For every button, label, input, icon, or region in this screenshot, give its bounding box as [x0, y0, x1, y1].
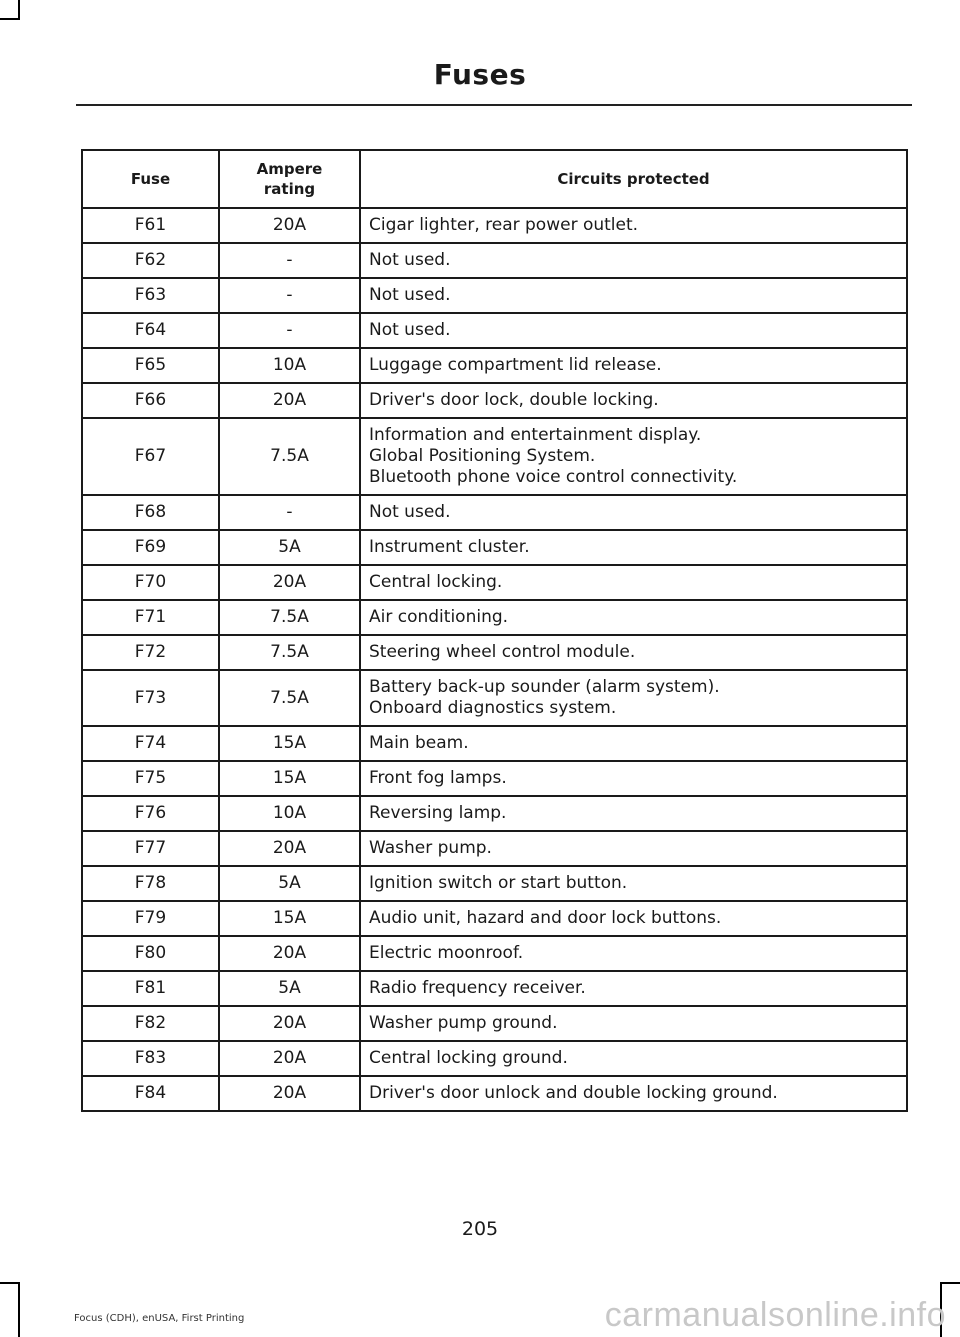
circuit-line: Driver's door lock, double locking. [369, 390, 659, 410]
circuits-cell [360, 530, 907, 565]
ampere-cell: 20A [219, 936, 360, 971]
table-row [82, 866, 907, 901]
fuse-cell: F77 [82, 831, 219, 866]
circuit-line: Steering wheel control module. [369, 642, 636, 662]
ampere-cell: 20A [219, 831, 360, 866]
circuit-line: Central locking. [369, 572, 503, 592]
circuit-line: Main beam. [369, 733, 469, 753]
ampere-cell: 15A [219, 901, 360, 936]
crop-mark [0, 18, 18, 20]
fuse-cell: F79 [82, 901, 219, 936]
fuse-cell: F72 [82, 635, 219, 670]
circuit-line: Global Positioning System. [369, 446, 596, 466]
circuits-cell [360, 1041, 907, 1076]
circuits-cell [360, 495, 907, 530]
table-row [82, 1076, 907, 1111]
circuit-line: Audio unit, hazard and door lock buttons. [369, 908, 722, 928]
ampere-cell: 7.5A [219, 600, 360, 635]
fuse-cell: F67 [82, 418, 219, 495]
edition-footer: Focus (CDH), enUSA, First Printing [74, 1313, 245, 1324]
header-fuse: Fuse [82, 150, 219, 208]
circuits-cell [360, 936, 907, 971]
table-row [82, 418, 907, 495]
table-row [82, 726, 907, 761]
ampere-cell: 7.5A [219, 418, 360, 495]
circuits-cell [360, 796, 907, 831]
circuits-cell [360, 670, 907, 726]
fuse-cell: F70 [82, 565, 219, 600]
circuits-cell [360, 243, 907, 278]
fuse-cell: F83 [82, 1041, 219, 1076]
ampere-cell: 5A [219, 971, 360, 1006]
circuits-cell [360, 565, 907, 600]
circuit-line: Information and entertainment display. [369, 425, 702, 445]
table-row [82, 348, 907, 383]
circuit-line: Washer pump. [369, 838, 492, 858]
table-row [82, 313, 907, 348]
ampere-cell: - [219, 495, 360, 530]
title-divider [76, 104, 912, 106]
circuits-cell [360, 971, 907, 1006]
circuit-line: Electric moonroof. [369, 943, 524, 963]
fuse-table [81, 149, 908, 1112]
circuit-line: Battery back-up sounder (alarm system). [369, 677, 720, 697]
header-circuits-protected: Circuits protected [360, 150, 907, 208]
ampere-cell: 10A [219, 796, 360, 831]
circuit-line: Front fog lamps. [369, 768, 507, 788]
crop-mark [18, 1282, 20, 1337]
circuit-line: Luggage compartment lid release. [369, 355, 662, 375]
fuse-cell: F78 [82, 866, 219, 901]
header-ampere-rating [219, 150, 360, 208]
ampere-cell: 20A [219, 208, 360, 243]
circuits-cell [360, 348, 907, 383]
ampere-cell: 7.5A [219, 635, 360, 670]
table-row [82, 761, 907, 796]
fuse-cell: F84 [82, 1076, 219, 1111]
circuit-line: Driver's door unlock and double locking ground. [369, 1083, 778, 1103]
page-title: Fuses [433, 58, 527, 91]
circuits-cell [360, 901, 907, 936]
circuit-line: Not used. [369, 250, 451, 270]
table-row [82, 278, 907, 313]
circuit-line: Washer pump ground. [369, 1013, 558, 1033]
ampere-cell: 10A [219, 348, 360, 383]
fuse-cell: F64 [82, 313, 219, 348]
table-row [82, 1006, 907, 1041]
table-row [82, 1041, 907, 1076]
fuse-cell: F65 [82, 348, 219, 383]
circuits-cell [360, 761, 907, 796]
circuits-cell [360, 278, 907, 313]
fuse-cell: F75 [82, 761, 219, 796]
circuit-line: Not used. [369, 502, 451, 522]
fuse-cell: F69 [82, 530, 219, 565]
circuits-cell [360, 866, 907, 901]
circuit-line: Bluetooth phone voice control connectivity. [369, 467, 738, 487]
circuits-cell [360, 600, 907, 635]
circuit-line: Not used. [369, 285, 451, 305]
circuit-line: Onboard diagnostics system. [369, 698, 617, 718]
ampere-cell: 20A [219, 1006, 360, 1041]
fuse-cell: F63 [82, 278, 219, 313]
crop-mark [18, 0, 20, 20]
header-ampere-line: Ampere [256, 160, 323, 178]
table-row [82, 936, 907, 971]
fuse-cell: F80 [82, 936, 219, 971]
ampere-cell: 15A [219, 726, 360, 761]
table-row [82, 901, 907, 936]
circuits-cell [360, 726, 907, 761]
fuse-cell: F61 [82, 208, 219, 243]
table-row [82, 565, 907, 600]
circuit-line: Cigar lighter, rear power outlet. [369, 215, 639, 235]
circuit-line: Ignition switch or start button. [369, 873, 628, 893]
table-row [82, 670, 907, 726]
fuse-cell: F66 [82, 383, 219, 418]
crop-mark [0, 1282, 18, 1284]
circuits-cell [360, 313, 907, 348]
circuit-line: Air conditioning. [369, 607, 509, 627]
circuits-cell [360, 208, 907, 243]
table-row [82, 530, 907, 565]
fuse-cell: F82 [82, 1006, 219, 1041]
table-row [82, 971, 907, 1006]
fuse-cell: F68 [82, 495, 219, 530]
header-ampere-line: rating [263, 180, 316, 198]
ampere-cell: 5A [219, 866, 360, 901]
crop-mark [942, 1282, 960, 1284]
ampere-cell: 5A [219, 530, 360, 565]
circuits-cell [360, 418, 907, 495]
circuits-cell [360, 1076, 907, 1111]
ampere-cell: - [219, 313, 360, 348]
fuse-table-body [82, 208, 907, 1111]
fuse-cell: F73 [82, 670, 219, 726]
table-row [82, 831, 907, 866]
circuit-line: Radio frequency receiver. [369, 978, 586, 998]
ampere-cell: 20A [219, 383, 360, 418]
fuse-cell: F76 [82, 796, 219, 831]
table-row [82, 243, 907, 278]
fuse-cell: F62 [82, 243, 219, 278]
fuse-cell: F71 [82, 600, 219, 635]
table-row [82, 383, 907, 418]
table-row [82, 600, 907, 635]
ampere-cell: - [219, 278, 360, 313]
watermark: carmanualsonline.info [604, 1296, 946, 1334]
circuits-cell [360, 383, 907, 418]
table-row [82, 796, 907, 831]
ampere-cell: 20A [219, 565, 360, 600]
circuits-cell [360, 831, 907, 866]
fuse-cell: F81 [82, 971, 219, 1006]
circuit-line: Instrument cluster. [369, 537, 530, 557]
circuit-line: Reversing lamp. [369, 803, 507, 823]
ampere-cell: 20A [219, 1076, 360, 1111]
ampere-cell: - [219, 243, 360, 278]
table-row [82, 495, 907, 530]
ampere-cell: 20A [219, 1041, 360, 1076]
circuit-line: Central locking ground. [369, 1048, 568, 1068]
table-header-row [82, 150, 907, 208]
ampere-cell: 15A [219, 761, 360, 796]
table-row [82, 208, 907, 243]
circuits-cell [360, 1006, 907, 1041]
table-row [82, 635, 907, 670]
ampere-cell: 7.5A [219, 670, 360, 726]
page-number: 205 [461, 1218, 499, 1240]
circuits-cell [360, 635, 907, 670]
circuit-line: Not used. [369, 320, 451, 340]
fuse-cell: F74 [82, 726, 219, 761]
